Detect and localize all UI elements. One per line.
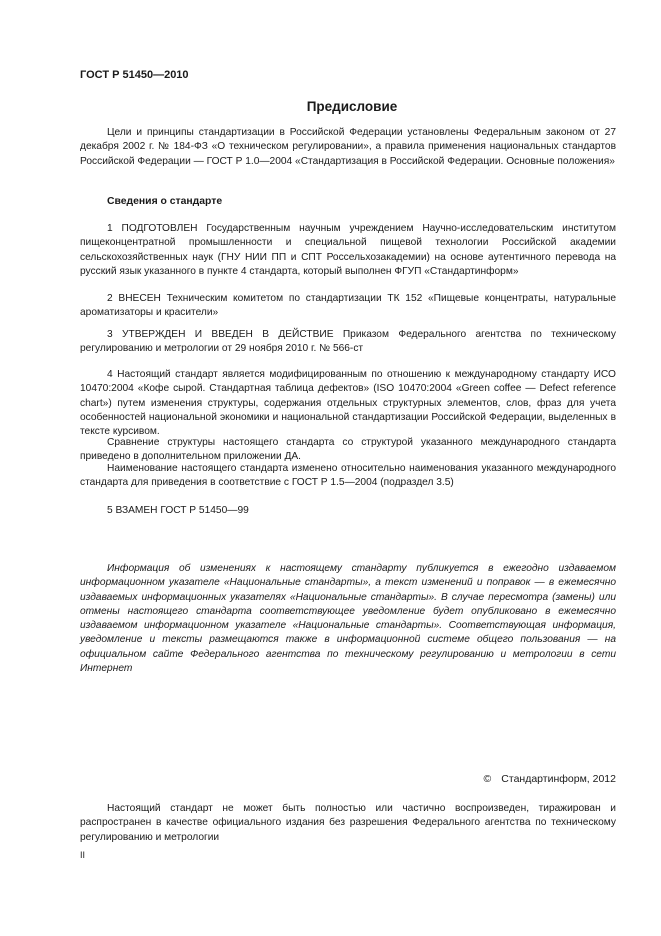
item-4-paragraph: 4 Настоящий стандарт является модифицированным по отношению к международному стандарту ИСО 10470:2004 «Кофе сырой. Стандартная таблица дефектов» (ISO 10470:2004 «Green coffee — Defect reference chart») путем изменения структуры, содержания отдельных структурных элементов, слов, фраз для учета особенностей национальной экономики и национальной стандартизации Российской Федерации, выделенных в тексте курсивом.: [80, 369, 616, 438]
intro-paragraph: Цели и принципы стандартизации в Российской Федерации установлены Федеральным законом от 27 декабря 2002 г. № 184-ФЗ «О техническом регулировании», а правила применения национальных стандартов Российской Федерации — ГОСТ Р 1.0—2004 «Стандартизация в Российской Федерации. Основные положения»: [80, 127, 616, 167]
item-3-paragraph: 3 УТВЕРЖДЕН И ВВЕДЕН В ДЕЙСТВИЕ Приказом Федерального агентства по техническому регулированию и метрологии от 29 ноября 2010 г. № 566-ст: [80, 329, 616, 355]
standard-code-header: ГОСТ Р 51450—2010: [80, 69, 189, 81]
item-4-comparison-paragraph: Сравнение структуры настоящего стандарта со структурой указанного международного стандарта приведено в дополнительном приложении ДА.: [80, 437, 616, 463]
copyright-text: Стандартинформ, 2012: [501, 773, 616, 785]
item-2-paragraph: 2 ВНЕСЕН Техническим комитетом по стандартизации ТК 152 «Пищевые концентраты, натуральные ароматизаторы и красители»: [80, 293, 616, 319]
item-5-paragraph: 5 ВЗАМЕН ГОСТ Р 51450—99: [107, 505, 249, 516]
change-info-paragraph: Информация об изменениях к настоящему стандарту публикуется в ежегодно издаваемом информационном указателе «Национальные стандарты», а текст изменений и поправок — в ежемесячно издаваемых информационных указателях «Национальные стандарты». В случае пересмотра (замены) или отмены настоящего стандарта соответствующее уведомление будет опубликовано в ежемесячно издаваемом информационном указателе «Национальные стандарты». Соответствующая информация, уведомление и тексты размещаются также в информационной системе общего пользования — на официальном сайте Федерального агентства по техническому регулированию и метрологии в сети Интернет: [80, 563, 616, 675]
page-number: II: [80, 850, 86, 860]
section-subtitle: Сведения о стандарте: [107, 196, 223, 207]
item-1-paragraph: 1 ПОДГОТОВЛЕН Государственным научным учреждением Научно-исследовательским институтом пищеконцентратной промышленности и специальной пищевой технологии Российской академии сельскохозяйственных наук (ГНУ НИИ ПП и СПТ Россельхозакадемии) на основе аутентичного перевода на русский язык указанного в пункте 4 стандарта, который выполнен ФГУП «Стандартинформ»: [80, 223, 616, 277]
reproduction-notice: Настоящий стандарт не может быть полностью или частично воспроизведен, тиражирован и распространен в качестве официального издания без разрешения Федерального агентства по техническому регулированию и метрологии: [80, 803, 616, 843]
item-4-name-paragraph: Наименование настоящего стандарта изменено относительно наименования указанного международного стандарта для приведения в соответствие с ГОСТ Р 1.5—2004 (подраздел 3.5): [80, 463, 616, 489]
page-title: Предисловие: [306, 99, 398, 114]
copyright-symbol: ©: [483, 773, 492, 785]
copyright-line: [484, 773, 616, 785]
